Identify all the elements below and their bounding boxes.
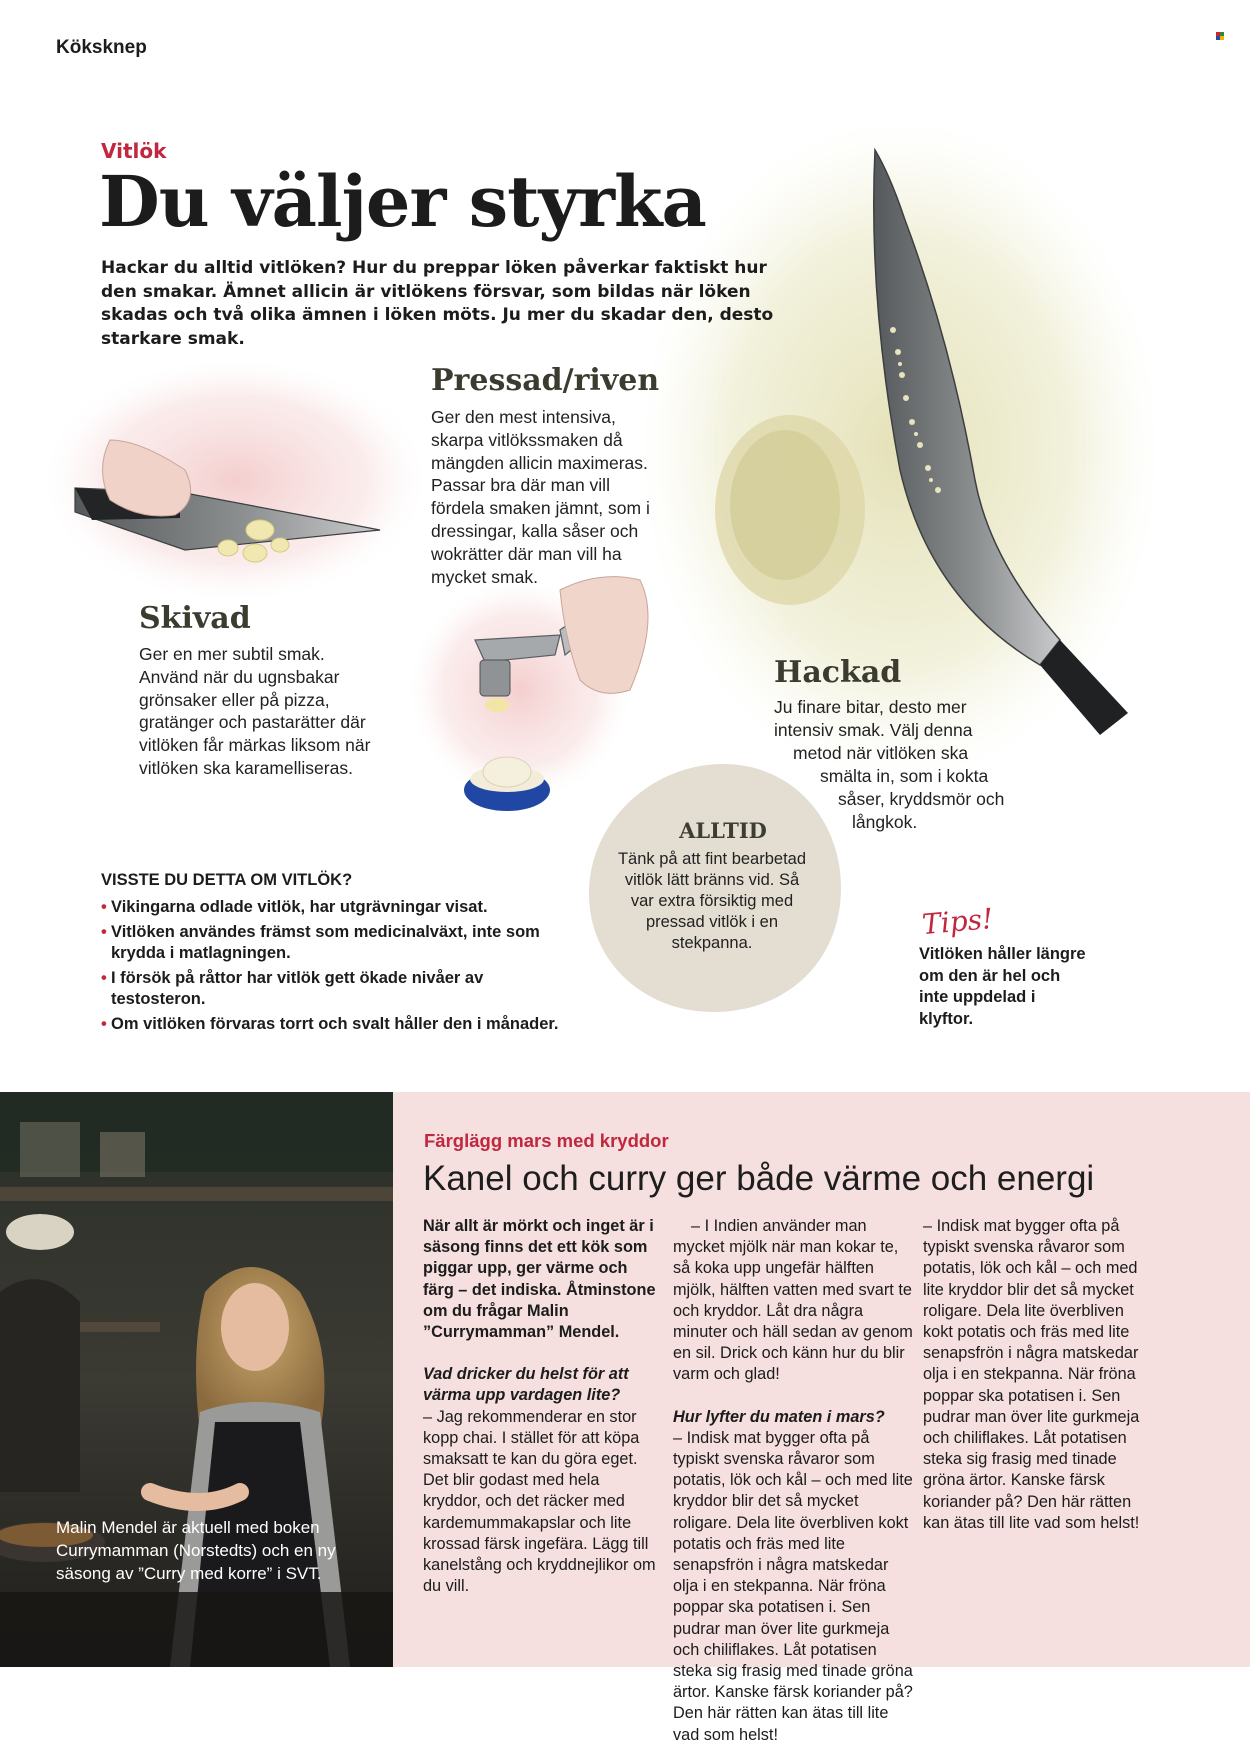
list-item: • Vitlöken användes främst som medicinalväxt, inte som krydda i matlagningen. [101,922,540,962]
spices-headline: Kanel och curry ger både värme och energi [423,1159,1095,1198]
answer-2-continued: – Indisk mat bygger ofta på typiskt svenska råvaror som potatis, lök och kål – och med lite kryddor blir det så mycket roligare. Dela lite överbliven kokt potatis och fräs med lite senapsfrön i några matskedar olja i en stekpanna. När fröna poppar ska potatisen i. Sen pudrar man över lite gurkmeja och chiliflakes. Låt potatisen steka sig frasig med tinade gröna ärtor. Kanske färsk koriander på? Den här rätten kan ätas till lite vad som helst! [923,1217,1140,1532]
photo-caption: Malin Mendel är aktuell med boken Currymamman (Norstedts) och en ny säsong av ”Curry med korre” i SVT. [56,1518,336,1583]
question-1: Vad dricker du helst för att värma upp vardagen lite? [423,1365,629,1405]
tips-body: Vitlöken håller längre om den är hel och inte uppdelad i klyftor. [919,945,1086,1028]
answer-2: – Indisk mat bygger ofta på typiskt svenska råvaror som potatis, lök och kål – och med lite kryddor blir det så mycket roligare. Dela lite överbliven kokt potatis och fräs med lite senapsfrön i några matskedar olja i en stekpanna. När fröna poppar ska potatisen i. Sen pudrar man över lite gurkmeja och chiliflakes. Låt potatisen steka sig frasig med tinade gröna ärtor. Kanske färsk koriander på? Den här rätten kan ätas till lite vad som helst! [673,1428,913,1744]
spices-kicker: Färglägg mars med kryddor [424,1130,669,1151]
facts-list [101,897,571,1038]
facts-title: VISSTE DU DETTA OM VITLÖK? [101,871,353,889]
bullet-icon: • [101,922,107,941]
alltid-body: Tänk på att fint bearbetad vitlök lätt bränns vid. Så var extra försiktig med pressad vitlök i en stekpanna. [617,850,807,952]
list-item: • Vikingarna odlade vitlök, har utgrävningar visat. [101,897,571,919]
alltid-title: ALLTID [679,818,767,843]
pink-wash [45,360,425,600]
hackad-line: smälta in, som i kokta [820,766,989,786]
article-column-2 [673,1216,913,1744]
intro-paragraph: Hackar du alltid vitlöken? Hur du preppar löken påverkar faktiskt hur den smakar. Ämnet allicin är vitlökens försvar, som bildas när löken skadas och två olika ämnen i löken möts. Ju mer du skadar den, desto starkare smak. [101,258,774,349]
bullet-icon: • [101,968,107,987]
article-column-3 [923,1216,1158,1556]
hackad-line: metod när vitlöken ska [793,743,969,763]
hackad-line: långkok. [852,812,918,832]
answer-1-part-1: – Jag rekommenderar en stor kopp chai. I stället för att köpa smaksatt te kan du göra eget. Det blir godast med hela kryddor, och det räcker med kardemummakapslar och lite krossad färsk ingefära. Lägg till kanelstång och kryddnejlikor om du vill. [423,1407,656,1596]
pressad-body: Ger den mest intensiva, skarpa vitlökssmaken då mängden allicin maximeras. Passar bra där man vill fördela smaken jämnt, som i dressingar, kalla såser och wokrätter där man vill ha mycket smak. [431,407,650,587]
hackad-line: såser, kryddsmör och [838,789,1005,809]
lead-paragraph: När allt är mörkt och inget är i säsong finns det ett kök som piggar upp, ger värme och färg – det indiska. Åtminstone om du frågar Malin ”Currymamman” Mendel. [423,1217,656,1342]
hackad-line: Ju finare bitar, desto mer [774,697,967,717]
answer-1-part-2: – I Indien använder man mycket mjölk när man kokar te, så koka upp ungefär hälften mjölk, hälften vatten med svart te och kryddor. Låt dra några minuter och häll sedan av genom en sil. Drick och känn hur du blir varm och glad! [673,1217,913,1384]
bullet-icon: • [101,1014,107,1033]
bullet-icon: • [101,898,107,916]
list-item: • I försök på råttor har vitlök gett ökade nivåer av testosteron. [101,968,484,1008]
kicker: Vitlök [101,139,167,163]
article-column-1 [423,1216,658,1596]
skivad-title: Skivad [139,601,251,636]
hackad-title: Hackad [774,655,902,690]
pressad-title: Pressad/riven [431,363,660,398]
question-2: Hur lyfter du maten i mars? [673,1407,885,1426]
skivad-body: Ger en mer subtil smak. Använd när du ugnsbakar grönsaker eller på pizza, gratänger och pastarätter där vitlöken får märkas liksom när vitlöken ska karamelliseras. [139,644,371,778]
list-item: • Om vitlöken förvaras torrt och svalt håller den i månader. [101,1014,571,1036]
headline: Du väljer styrka [99,160,706,243]
hackad-line: intensiv smak. Välj denna [774,720,973,740]
section-label: Köksknep [56,37,147,58]
tips-title: Tips! [920,901,995,942]
